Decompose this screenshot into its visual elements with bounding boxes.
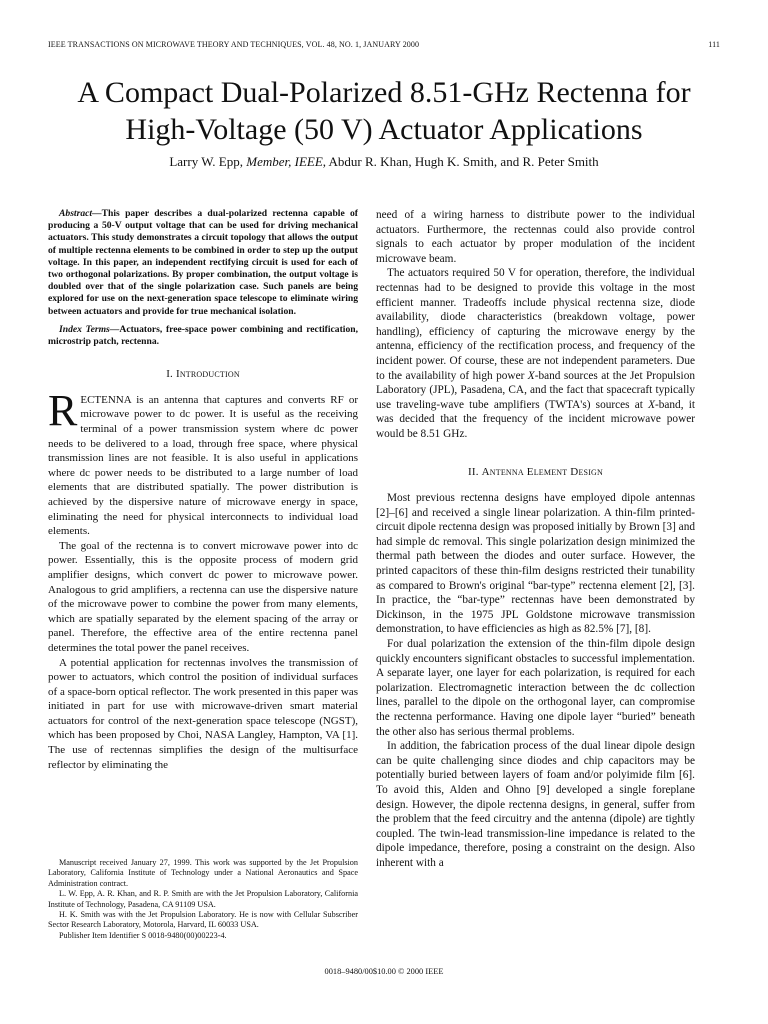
p2-text-c: -band, it was decided that the frequency of the incident microwave power would be 8.51 GHz. <box>376 398 695 440</box>
index-terms <box>48 324 358 348</box>
journal-citation: IEEE TRANSACTIONS ON MICROWAVE THEORY AND TECHNIQUES, VOL. 48, NO. 1, JANUARY 2000 <box>48 40 420 49</box>
math-x-2: X <box>648 398 655 411</box>
footnotes <box>48 858 358 941</box>
antenna-paragraph-3: In addition, the fabrication process of the dual linear dipole design can be quite challenging since diodes and chip capacitors may be potentially buried between layers of foam and/or polyimide film [6]. To avoid this, Alden and Ohno [9] developed a single foreplane design. However, the dipole rectenna designs, in general, suffer from the problem that the feed circuitry and the antenna (dipole) are tightly coupled. The twin-lead transmission-line impedance is related to the dipole impedance, therefore, posing a constraint on the design. Also inherent with a <box>376 740 695 869</box>
p2-text-b: -band sources at the Jet Propulsion Laboratory (JPL), Pasadena, CA, and the fact that spacecraft typically use traveling-wave tube amplifiers (TWTA's) sources at <box>376 369 695 411</box>
antenna-paragraph-1: Most previous rectenna designs have employed dipole antennas [2]–[6] and received a single linear polarization. A thin-film printed-circuit dipole rectenna design was proposed initially by Brown [3] and had simple dc removal. This single polarization design minimized the thermal path between the diodes and outer surface. However, the printed capacitors of these thin-film designs restricted their tunability as compared to Brown's original “bar-type” rectenna element [2], [3]. In practice, the “bar-type” rectennas have been demonstrated by Dickinson, in the 1975 JPL Goldstone microwave transmission demonstration, to have efficiencies as high as 82.5% [7], [8]. <box>376 492 695 636</box>
abstract-text: This paper describes a dual-polarized rectenna capable of producing a 50-V output voltage that can be used for driving mechanical actuators. This study demonstrates a circuit topology that allows the output of multiple rectenna elements to be combined in order to step up the output voltage. In this paper, an independent rectifying circuit is used for each of two orthogonal polarizations. By proper combination, the output voltage is doubled over that of the single polarization case. Such panels are being explored for use on the next-generation space telescope to eliminate wiring between actuators and provide for true mechanical isolation. <box>48 208 358 317</box>
index-terms-label: Index Terms— <box>59 323 120 335</box>
paper-title <box>20 74 748 148</box>
footnote-affiliation-1: L. W. Epp, A. R. Khan, and R. P. Smith are with the Jet Propulsion Laboratory, California Institute of Technology, Pasadena, CA 91109 USA. <box>48 889 358 909</box>
section-heading-introduction <box>48 367 358 382</box>
right-column <box>376 208 695 871</box>
footnote-publisher-id: Publisher Item Identifier S 0018-9480(00)00223-4. <box>59 930 227 940</box>
section-title: Antenna Element Design <box>481 465 604 478</box>
intro-paragraph-2: The goal of the rectenna is to convert microwave power into dc power. Essentially, this is the opposite process of modern grid amplifier designs, which convert dc power to microwave power. Analogous to grid amplifiers, a rectenna can use the dispersive nature of the microwave power to combine the power from many elements, which are spatially separated by the element spacing of the array or panel. Therefore, the effective area of the entire rectenna panel determines the total power the panel receives. <box>48 539 358 654</box>
intro-p1-text: ECTENNA is an antenna that captures and converts RF or microwave power to dc power. It is useful as the receiving terminal of a power transmission system where dc power needs to be delivered to a load, through free space, where physical transmission lines are not feasible. It is also useful in applications where dc power needs to be distributed to a large number of load elements that are distributed spatially. The power distribution is achieved by the dispersive nature of microwave energy in space, eliminating the need for physical interconnects to individual load elements. <box>48 393 358 538</box>
page-number: 111 <box>708 40 720 49</box>
section-number: II. <box>467 465 479 478</box>
running-head <box>48 40 720 49</box>
section-title: Introduction <box>175 368 240 381</box>
author-1-membership: Member, IEEE <box>246 154 323 169</box>
author-1: Larry W. Epp, <box>169 154 243 169</box>
abstract <box>48 208 358 318</box>
math-x-1: X <box>527 369 535 382</box>
footnote-manuscript: Manuscript received January 27, 1999. This work was supported by the Jet Propulsion Laboratory, California Institute of Technology under a National Aeronautics and Space Administration contract. <box>48 858 358 888</box>
footnote-affiliation-2: H. K. Smith was with the Jet Propulsion Laboratory. He is now with Cellular Subscriber Sector Research Laboratory, Motorola, Harvard, IL 60033 USA. <box>48 910 358 930</box>
right-paragraph-2 <box>376 266 695 441</box>
title-line-1: A Compact Dual-Polarized 8.51-GHz Rectenna for <box>77 76 691 109</box>
section-number: I. <box>166 368 174 381</box>
other-authors: , Abdur R. Khan, Hugh K. Smith, and R. Peter Smith <box>322 154 599 169</box>
intro-paragraph-3: A potential application for rectennas involves the transmission of power to actuators, which control the position of individual surfaces of a space-born optical reflector. The work presented in this paper was initiated in part for use with microwave-driven smart material actuators for control of the next-generation space telescope (NGST), which has been proposed by Choi, NASA Langley, Hampton, VA [1]. The use of rectennas simplifies the design of the multisurface reflector by eliminating the <box>48 656 358 771</box>
title-line-2: High-Voltage (50 V) Actuator Applications <box>125 113 643 146</box>
left-column <box>48 208 358 772</box>
section-heading-antenna <box>376 465 695 480</box>
p2-text-a: The actuators required 50 V for operation, therefore, the individual rectennas had to be designed to provide this voltage in the most efficient manner. Tradeoffs include physical rectenna size, diode availability, diode characteristics (breakdown voltage, power handling), efficiency of capturing the microwave energy by the antenna, efficiency of the rectification process, and frequency of the incident power. Of course, these are not independent parameters. Due to the availability of high power <box>376 267 695 382</box>
abstract-label: Abstract— <box>59 208 102 219</box>
drop-cap: R <box>48 385 78 435</box>
right-paragraph-1: need of a wiring harness to distribute power to the individual actuators. Furthermore, the rectennas could also provide control signals to each actuator by proper modulation of the incident microwave beam. <box>376 209 695 265</box>
copyright-footer: 0018–9480/00$10.00 © 2000 IEEE <box>324 967 444 976</box>
antenna-paragraph-2: For dual polarization the extension of the thin-film dipole design quickly encounters significant obstacles to successful implementation. A separate layer, one layer for each polarization, is required for each polarization. Electromagnetic interaction between the dc collection lines, parallel to the dipole on the orthogonal layer, can compromise the rectenna performance. Having one dipole layer “buried” beneath the other also has serious thermal problems. <box>376 638 695 738</box>
author-list <box>20 154 748 170</box>
index-terms-text: Actuators, free-space power combining and rectification, microstrip patch, rectenna. <box>48 323 358 348</box>
intro-paragraph-1 <box>48 385 358 539</box>
